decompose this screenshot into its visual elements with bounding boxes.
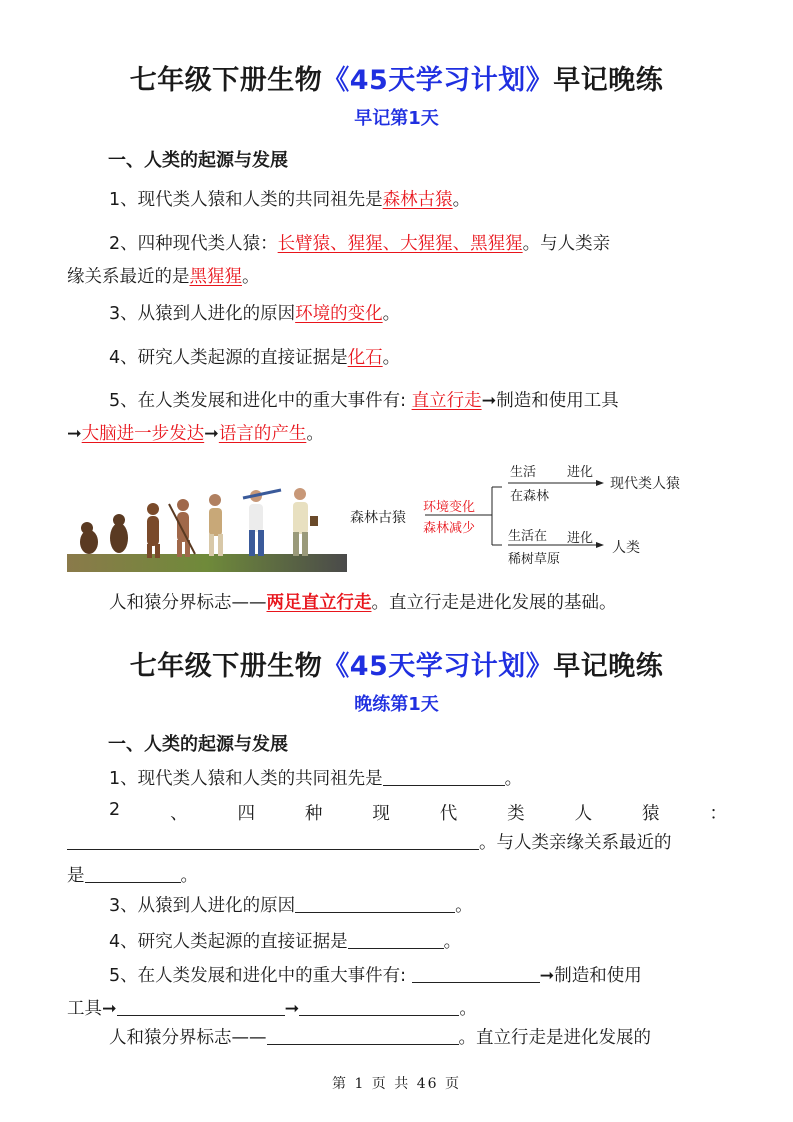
morning-subtitle: 早记第1天: [354, 108, 439, 129]
evolution-diagram: [350, 455, 730, 565]
question-1: 1、现代类人猿和人类的共同祖先是森林古猿。: [109, 190, 471, 210]
blank-boundary[interactable]: [267, 1024, 459, 1045]
diagram-bot-a: 生活在: [508, 529, 548, 544]
answer-2: 长臂猿、猩猩、大猩猩、黑猩猩: [277, 234, 523, 254]
section-heading: 一、人类的起源与发展: [108, 150, 288, 171]
answer-4: 化石: [347, 348, 383, 368]
question-2: 2、四种现代类人猿：长臂猿、猩猩、大猩猩、黑猩猩。与人类亲 缘关系最近的是黑猩猩。: [67, 234, 611, 287]
exercise-2-line2: 。与人类亲缘关系最近的 是 。: [67, 827, 727, 893]
blank-1[interactable]: [383, 765, 505, 786]
title-prefix-2: 七年级下册生物: [129, 651, 323, 682]
answer-3: 环境的变化: [295, 304, 383, 324]
page-title-2: [0, 644, 793, 683]
exercise-3: 3、从猿到人进化的原因 。: [67, 890, 727, 923]
diagram-top-result: 现代类人猿: [610, 476, 680, 492]
exercise-4: 4、研究人类起源的直接证据是 。: [67, 926, 727, 959]
blank-5c[interactable]: [299, 995, 459, 1016]
evening-subtitle: 晚练第1天: [354, 694, 439, 715]
page-title: [0, 58, 793, 97]
exercise-1: 1、现代类人猿和人类的共同祖先是 。: [67, 763, 727, 796]
diagram-cause-1: 环境变化: [423, 500, 476, 515]
diagram-bot-result: 人类: [612, 540, 640, 556]
answer-boundary: 两足直立行走: [266, 593, 372, 613]
blank-2a[interactable]: [67, 829, 479, 850]
blank-4[interactable]: [348, 928, 444, 949]
answer-5b: 大脑进一步发达: [81, 424, 205, 444]
answer-2b: 黑猩猩: [189, 267, 242, 287]
question-4: 4、研究人类起源的直接证据是化石。: [109, 348, 401, 368]
blank-5a[interactable]: [412, 962, 540, 983]
title-plan: 《45天学习计划》: [322, 65, 554, 96]
page-footer: 第 1 页 共 46 页: [332, 1076, 461, 1092]
section-heading-2: 一、人类的起源与发展: [108, 734, 288, 755]
diagram-top-b: 在森林: [510, 489, 550, 504]
title-plan-2: 《45天学习计划》: [322, 651, 554, 682]
answer-5c: 语言的产生: [218, 424, 307, 444]
exercise-2-line1: 2 、 四 种 现 代 类 人 猿 ：: [109, 800, 727, 824]
title-prefix: 七年级下册生物: [129, 65, 323, 96]
human-evolution-image: [67, 484, 347, 572]
answer-1: 森林古猿: [382, 190, 453, 210]
question-3: 3、从猿到人进化的原因环境的变化。: [109, 304, 401, 324]
diagram-bot-b: 稀树草原: [508, 552, 561, 567]
diagram-top-arrow: 进化: [567, 465, 594, 480]
title-suffix-2: 早记晚练: [553, 651, 664, 682]
answer-5a: 直立行走: [411, 391, 482, 411]
blank-3[interactable]: [295, 892, 455, 913]
diagram-bot-arrow: 进化: [567, 531, 594, 546]
blank-2b[interactable]: [85, 862, 181, 883]
boundary-sign: 人和猿分界标志——两足直立行走。直立行走是进化发展的基础。: [109, 593, 617, 613]
boundary-exercise: 人和猿分界标志—— 。直立行走是进化发展的: [67, 1022, 727, 1055]
diagram-root: 森林古猿: [350, 510, 406, 526]
diagram-cause-2: 森林减少: [423, 521, 476, 536]
exercise-5: 5、在人类发展和进化中的重大事件有: ➞制造和使用 工具➞ ➞ 。: [67, 960, 727, 1026]
diagram-top-a: 生活: [510, 465, 537, 480]
blank-5b[interactable]: [117, 995, 285, 1016]
question-5: 5、在人类发展和进化中的重大事件有: 直立行走➞制造和使用工具 ➞大脑进一步发达➞语言的产生。: [67, 391, 619, 444]
title-suffix: 早记晚练: [553, 65, 664, 96]
